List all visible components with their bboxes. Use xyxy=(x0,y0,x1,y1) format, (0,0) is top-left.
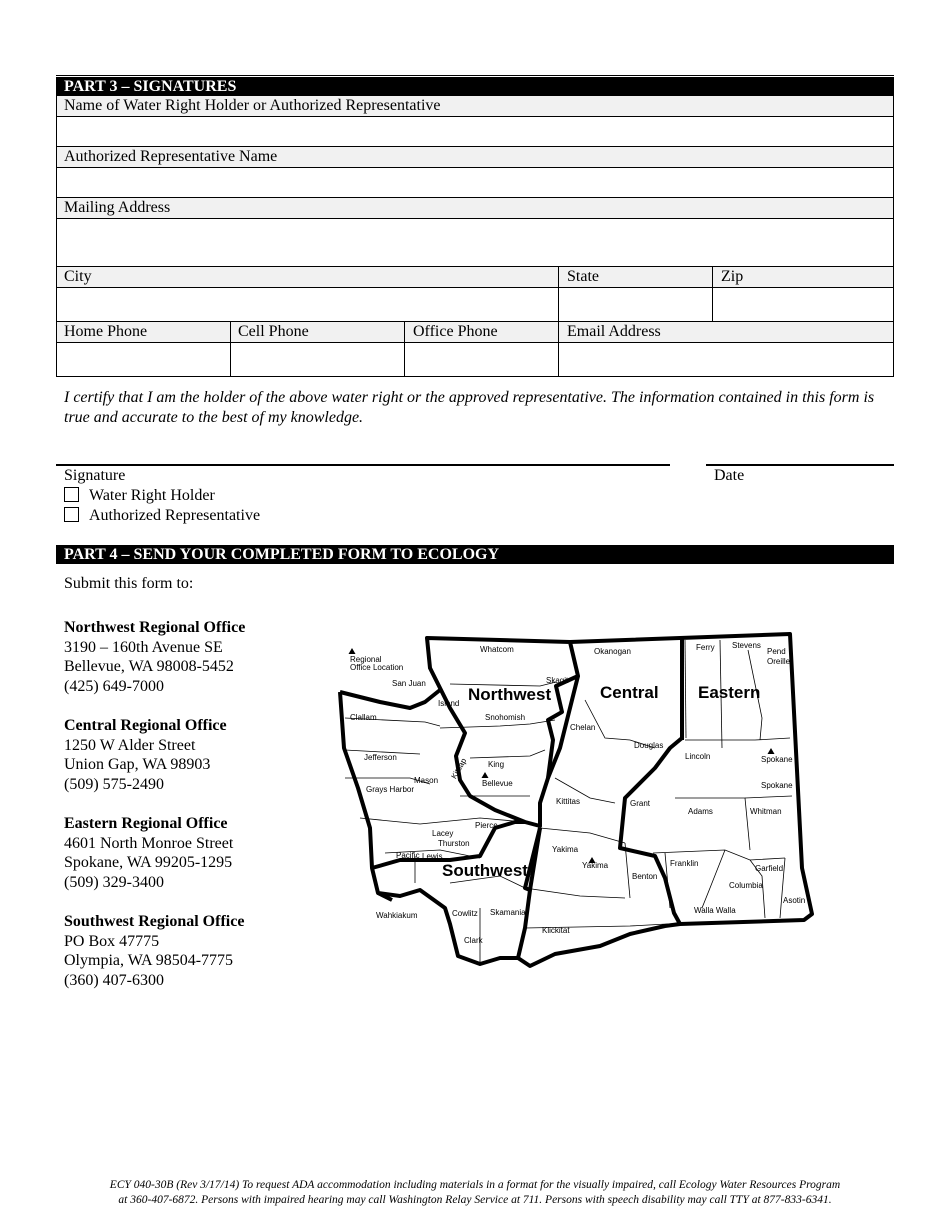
county-label: Mason xyxy=(414,776,439,785)
holder-name-field[interactable] xyxy=(56,117,894,147)
table-divider xyxy=(230,322,231,377)
county-label: Spokane xyxy=(761,755,793,764)
footer-line1: ECY 040-30B (Rev 3/17/14) To request ADA accommodation including materials in a format for the visually impaired, call Ecology Water Resources Program xyxy=(109,1179,841,1191)
county-label: Skagit xyxy=(546,676,569,685)
county-label: Pierce xyxy=(475,821,498,830)
county-label: Asotin xyxy=(783,896,806,905)
cell-phone-field[interactable] xyxy=(230,343,405,377)
county-label: Pacific xyxy=(396,851,420,860)
county-label: Skamania xyxy=(490,908,526,917)
email-label: Email Address xyxy=(559,322,894,343)
mailing-address-field[interactable] xyxy=(56,219,894,267)
county-label: Oreille xyxy=(767,657,791,666)
cell-phone-label: Cell Phone xyxy=(230,322,405,343)
county-label: Thurston xyxy=(438,839,470,848)
checkbox-row-rep[interactable] xyxy=(64,506,260,526)
rep-name-field[interactable] xyxy=(56,168,894,198)
office-street: 3190 – 160th Avenue SE xyxy=(64,638,223,656)
region-southwest: Southwest xyxy=(442,861,528,880)
top-rule xyxy=(56,75,894,76)
email-field[interactable] xyxy=(559,343,894,377)
county-label: Ferry xyxy=(696,643,715,652)
county-label: Franklin xyxy=(670,859,699,868)
state-label: State xyxy=(559,267,713,288)
county-label: Adams xyxy=(688,807,713,816)
home-phone-field[interactable] xyxy=(56,343,230,377)
office-eastern xyxy=(64,814,233,893)
office-name: Central Regional Office xyxy=(64,717,227,734)
county-label: Wahkiakum xyxy=(376,911,418,920)
county-label: Snohomish xyxy=(485,713,526,722)
county-label: Garfield xyxy=(755,864,784,873)
county-label: Kittitas xyxy=(556,797,581,806)
office-central xyxy=(64,716,227,795)
county-label: Klickitat xyxy=(542,926,570,935)
office-city: Olympia, WA 98504-7775 xyxy=(64,952,234,970)
checkbox-holder-label: Water Right Holder xyxy=(89,487,215,504)
table-divider xyxy=(558,267,559,377)
office-name: Eastern Regional Office xyxy=(64,815,228,832)
office-northwest xyxy=(64,618,245,697)
checkbox-row-holder[interactable] xyxy=(64,486,215,506)
water-right-holder-checkbox[interactable] xyxy=(64,487,79,502)
county-label: Kitsap xyxy=(449,756,469,781)
office-street: 1250 W Alder Street xyxy=(64,736,196,754)
county-label: Benton xyxy=(632,872,658,881)
office-phone: (360) 407-6300 xyxy=(64,972,164,990)
mailing-label: Mailing Address xyxy=(56,198,894,219)
footer-line2: at 360-407-6872. Persons with impaired hearing may call Washington Relay Service at 711. Persons with speech disability may call TTY at 877-833-6341. xyxy=(118,1194,832,1206)
part4-header: PART 4 – SEND YOUR COMPLETED FORM TO ECOLOGY xyxy=(56,545,894,564)
home-phone-label: Home Phone xyxy=(56,322,230,343)
region-eastern: Eastern xyxy=(698,683,761,702)
county-label: Pend xyxy=(767,647,786,656)
signature-label: Signature xyxy=(64,467,126,484)
zip-field[interactable] xyxy=(713,288,894,322)
holder-label: Name of Water Right Holder or Authorized Representative xyxy=(56,96,894,117)
region-northwest: Northwest xyxy=(468,685,552,704)
region-central: Central xyxy=(600,683,659,702)
signature-line[interactable] xyxy=(56,464,670,466)
county-label: King xyxy=(488,760,505,769)
county-label: Bellevue xyxy=(482,779,513,788)
legend-line1: Regional xyxy=(350,655,382,664)
county-label: Grant xyxy=(630,799,651,808)
table-left-border xyxy=(56,96,57,377)
county-label: Lincoln xyxy=(685,752,711,761)
office-phone: (509) 329-3400 xyxy=(64,874,164,892)
table-divider xyxy=(404,322,405,377)
form-footer xyxy=(40,1178,910,1208)
county-label: Cowlitz xyxy=(452,909,478,918)
county-label: Clallam xyxy=(350,713,377,722)
office-name: Southwest Regional Office xyxy=(64,913,245,930)
county-label: Yakima xyxy=(552,845,579,854)
county-label: Jefferson xyxy=(364,753,397,762)
office-city: Union Gap, WA 98903 xyxy=(64,756,211,774)
submit-intro: Submit this form to: xyxy=(64,575,194,592)
county-label: Columbia xyxy=(729,881,763,890)
county-label: Island xyxy=(438,699,460,708)
county-label: Walla Walla xyxy=(694,906,736,915)
county-label: Yakima xyxy=(582,861,609,870)
zip-label: Zip xyxy=(713,267,894,288)
office-phone: (509) 575-2490 xyxy=(64,776,164,794)
county-label: Douglas xyxy=(634,741,664,750)
washington-regions-map xyxy=(330,628,825,973)
office-city: Spokane, WA 99205-1295 xyxy=(64,854,233,872)
office-city: Bellevue, WA 98008-5452 xyxy=(64,658,234,676)
county-label: Chelan xyxy=(570,723,596,732)
county-label: Whatcom xyxy=(480,645,514,654)
county-label: Clark xyxy=(464,936,483,945)
county-label: Lacey xyxy=(432,829,454,838)
office-street: 4601 North Monroe Street xyxy=(64,834,234,852)
date-label: Date xyxy=(714,467,745,484)
office-phone-label: Office Phone xyxy=(405,322,559,343)
office-name: Northwest Regional Office xyxy=(64,619,246,636)
legend-line2: Office Location xyxy=(350,663,404,672)
city-field[interactable] xyxy=(56,288,558,322)
authorized-rep-checkbox[interactable] xyxy=(64,507,79,522)
office-street: PO Box 47775 xyxy=(64,932,160,950)
state-field[interactable] xyxy=(559,288,713,322)
city-label: City xyxy=(56,267,558,288)
rep-label: Authorized Representative Name xyxy=(56,147,894,168)
county-label: Whitman xyxy=(750,807,782,816)
county-label: Stevens xyxy=(732,641,761,650)
county-label: Grays Harbor xyxy=(366,785,415,794)
county-label: Okanogan xyxy=(594,647,631,656)
certification-statement: I certify that I am the holder of the above water right or the approved representative. The information contained in this form is true and accurate to the best of my knowledge. xyxy=(64,389,875,426)
part3-header: PART 3 – SIGNATURES xyxy=(56,77,894,96)
table-divider xyxy=(712,267,713,322)
county-label: Lewis xyxy=(422,852,443,861)
office-southwest xyxy=(64,912,244,991)
table-right-border xyxy=(893,96,894,377)
map-legend xyxy=(350,655,403,672)
office-phone: (425) 649-7000 xyxy=(64,678,164,696)
office-phone-field[interactable] xyxy=(405,343,559,377)
county-label: Spokane xyxy=(761,781,793,790)
checkbox-rep-label: Authorized Representative xyxy=(89,507,261,524)
county-label: San Juan xyxy=(392,679,426,688)
